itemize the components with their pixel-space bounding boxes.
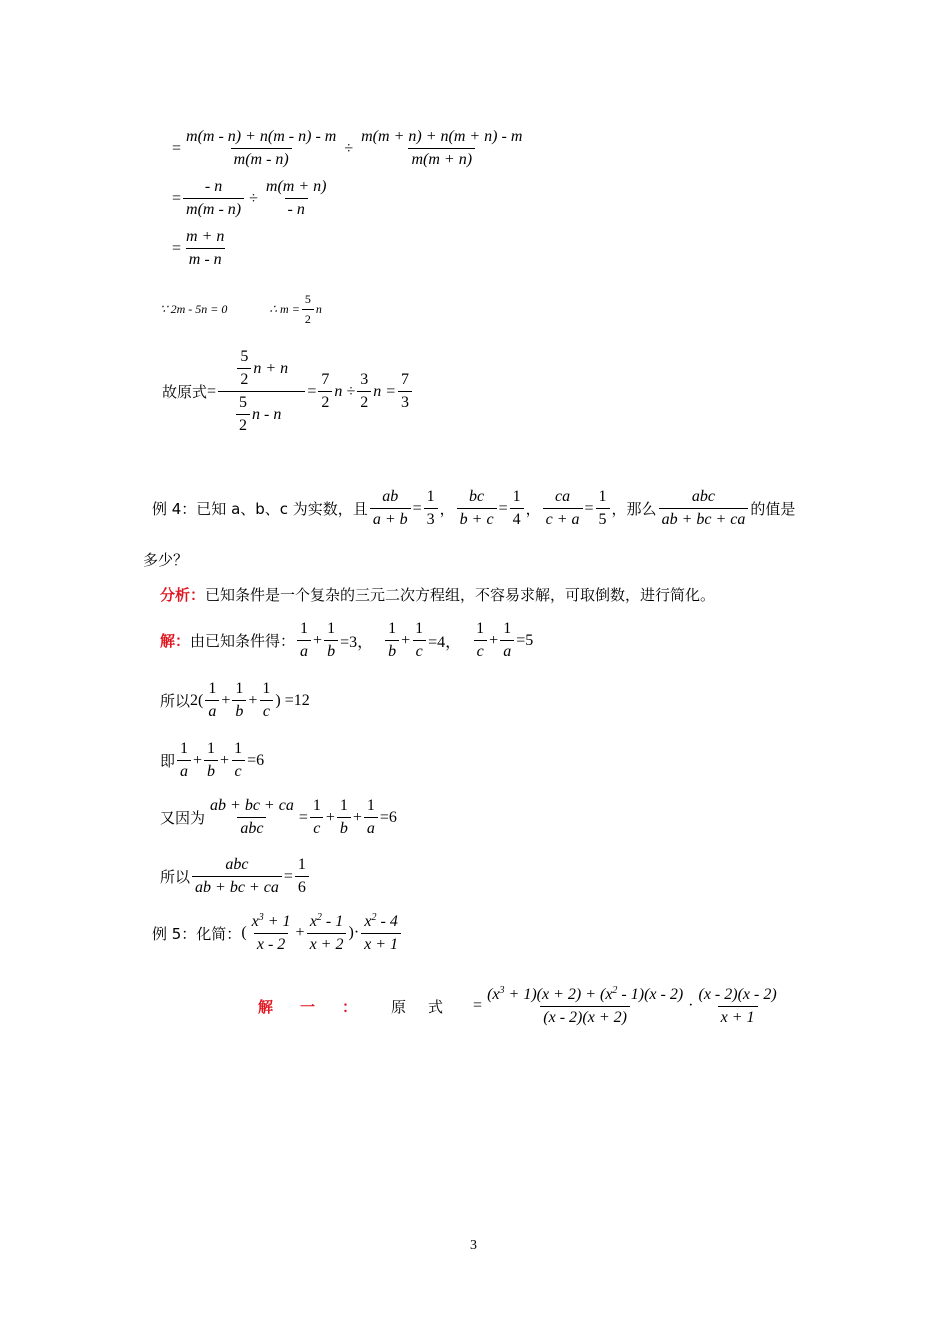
result-line — [162, 348, 414, 435]
denominator: x + 1 — [718, 1006, 758, 1027]
numerator: abc — [691, 488, 716, 505]
so-label: 所以 — [160, 692, 191, 710]
numerator: 5 — [239, 394, 248, 411]
eq-sign: = — [298, 808, 308, 826]
yuan-char: 原 — [391, 997, 407, 1016]
numerator: - n — [204, 178, 223, 195]
base: x — [309, 913, 317, 930]
eq-sign: = — [172, 139, 182, 157]
plus-sign: + — [295, 924, 305, 941]
fraction — [473, 620, 487, 661]
numerator: m + n — [186, 228, 225, 245]
tail-text: 的值是 — [750, 500, 796, 518]
example4-line2: 多少？ — [143, 551, 189, 569]
fraction — [236, 394, 250, 435]
fraction — [237, 348, 251, 389]
fraction — [207, 797, 297, 838]
denominator: b — [385, 640, 399, 661]
fraction — [510, 488, 524, 529]
solution-label: 解： — [160, 632, 191, 650]
plus-sign: + — [248, 691, 258, 709]
fraction — [500, 620, 514, 661]
divide-sign: ÷ — [344, 139, 354, 157]
exponent: 2 — [612, 985, 618, 996]
fraction — [696, 986, 780, 1027]
separator: ， — [525, 500, 541, 518]
numerator — [249, 912, 294, 933]
fraction — [412, 620, 426, 661]
youyin-label: 又因为 — [160, 809, 206, 827]
numerator — [361, 912, 400, 933]
denominator: c + a — [543, 508, 583, 529]
plus-sign: + — [220, 751, 230, 769]
fraction — [183, 178, 244, 219]
fraction — [183, 228, 227, 269]
numerator: 1 — [207, 740, 216, 757]
fraction — [302, 292, 314, 327]
numerator: ab + bc + ca — [210, 797, 294, 814]
fraction — [385, 620, 399, 661]
eq-sign: = — [283, 867, 293, 885]
fraction — [232, 680, 246, 721]
denominator: m(m + n) — [408, 148, 475, 169]
denominator: b — [337, 817, 351, 838]
denominator: a + b — [370, 508, 411, 529]
denominator: - n — [285, 198, 308, 219]
fraction — [249, 912, 294, 954]
numerator: 1 — [297, 856, 306, 873]
dot-operator: · — [353, 924, 360, 941]
dot-operator: · — [688, 997, 694, 1014]
denominator: c — [474, 640, 487, 661]
fraction — [398, 371, 412, 412]
fraction — [259, 680, 273, 721]
paren-open: ( — [241, 924, 247, 941]
numerator: 5 — [240, 348, 249, 365]
fraction — [204, 740, 218, 781]
numerator: 1 — [327, 620, 336, 637]
analysis-text: 已知条件是一个复杂的三元二次方程组，不容易求解，可取倒数，进行简化。 — [205, 586, 716, 604]
numerator: 1 — [476, 620, 485, 637]
numerator: m(m + n) — [265, 178, 327, 195]
numerator: 1 — [312, 797, 321, 814]
numerator: m(m - n) + n(m - n) - m — [186, 128, 337, 145]
then-text: ，那么 — [611, 500, 657, 518]
exponent: 3 — [258, 912, 264, 923]
fraction — [370, 488, 411, 529]
eq-sign: = — [473, 997, 483, 1014]
denominator: x - 2 — [254, 933, 288, 954]
denominator: c — [310, 817, 323, 838]
denominator: a — [364, 817, 378, 838]
result-label: 故原式 — [162, 383, 208, 401]
numerator: 3 — [360, 371, 369, 388]
numerator: 1 — [262, 680, 271, 697]
fraction — [364, 797, 378, 838]
denominator: 2 — [236, 414, 250, 435]
so-label: 所以 — [160, 868, 191, 886]
denominator: a — [297, 640, 311, 661]
eq-sign: = — [207, 382, 217, 400]
step3-line — [172, 228, 229, 269]
fraction — [424, 488, 438, 529]
term: + 1)(x + 2) + (x — [508, 986, 613, 1003]
denominator: b — [324, 640, 338, 661]
suffix: =6 — [247, 751, 265, 769]
numerator: 1 — [300, 620, 309, 637]
because-statement: ∵ 2m - 5n = 0 — [160, 302, 228, 316]
numerator: 7 — [321, 371, 330, 388]
denominator-tail: n - n — [252, 405, 282, 423]
numerator: 1 — [598, 488, 607, 505]
denominator: c — [413, 640, 426, 661]
numerator — [484, 985, 686, 1006]
numerator: ca — [555, 488, 571, 505]
denominator: 2 — [302, 309, 314, 327]
numerator: 1 — [339, 797, 348, 814]
denominator: a — [205, 700, 219, 721]
page-number: 3 — [470, 1238, 477, 1253]
numerator — [232, 348, 291, 391]
numerator: 1 — [366, 797, 375, 814]
solution-line — [160, 620, 533, 661]
analysis-label: 分析： — [160, 586, 206, 604]
term: - 1)(x - 2) — [621, 986, 684, 1003]
numerator: m(m + n) + n(m + n) - m — [361, 128, 523, 145]
denominator: a — [177, 760, 191, 781]
fraction — [295, 856, 309, 897]
fraction — [457, 488, 497, 529]
denominator: 2 — [357, 391, 371, 412]
exponent: 2 — [371, 912, 377, 923]
numerator: abc — [225, 856, 249, 873]
ji-label: 即 — [160, 752, 176, 770]
denominator: m - n — [186, 248, 225, 269]
paren-close: ) — [348, 924, 354, 941]
numerator: 1 — [235, 680, 244, 697]
compound-fraction — [218, 348, 305, 435]
fraction — [596, 488, 610, 529]
numerator: 1 — [388, 620, 397, 637]
fraction — [337, 797, 351, 838]
denominator: b — [204, 760, 218, 781]
fraction — [310, 797, 324, 838]
numerator: 1 — [208, 680, 217, 697]
base: x — [251, 913, 259, 930]
denominator: a — [500, 640, 514, 661]
denominator — [218, 391, 305, 435]
denominator: 3 — [424, 508, 438, 529]
divide-sign: ÷ — [249, 189, 258, 207]
term: n ÷ — [334, 382, 356, 400]
fraction — [357, 371, 371, 412]
solution-text: 由已知条件得： — [190, 632, 296, 650]
numerator: 1 — [503, 620, 512, 637]
so2-line — [160, 856, 311, 897]
variable: n — [315, 302, 322, 316]
equals-3: =3， — [340, 634, 374, 651]
eq-sign: = — [584, 499, 594, 517]
prefix: 2( — [190, 691, 204, 709]
plus-sign: + — [401, 631, 411, 649]
youyin-line — [160, 797, 397, 838]
numerator — [307, 912, 346, 933]
denominator: m(m - n) — [183, 198, 244, 219]
numerator-tail: n + n — [253, 359, 289, 377]
fraction — [659, 488, 749, 529]
fraction — [324, 620, 338, 661]
solution1-line — [258, 985, 782, 1027]
denominator: 4 — [510, 508, 524, 529]
denominator: ab + bc + ca — [659, 508, 749, 529]
separator: ， — [439, 500, 455, 518]
denominator: x + 1 — [361, 933, 401, 954]
plus-sign: + — [313, 631, 323, 649]
denominator: abc — [237, 817, 266, 838]
numerator: bc — [469, 488, 485, 505]
base: x — [364, 913, 372, 930]
plus-sign: + — [352, 808, 362, 826]
denominator: b + c — [457, 508, 497, 529]
fraction — [484, 985, 686, 1027]
denominator: ab + bc + ca — [192, 876, 282, 897]
denominator: 6 — [295, 876, 309, 897]
analysis-line — [160, 584, 715, 605]
fraction — [205, 680, 219, 721]
fraction — [192, 856, 282, 897]
eq-sign: = — [412, 499, 422, 517]
plus-sign: + — [489, 631, 499, 649]
term: (x — [487, 986, 500, 1003]
so1-line — [160, 680, 310, 721]
fraction — [177, 740, 191, 781]
example5-intro: 例 5：化简： — [152, 924, 242, 943]
eq-sign: = — [498, 499, 508, 517]
denominator: 3 — [398, 391, 412, 412]
denominator: c — [232, 760, 245, 781]
tail: - 4 — [380, 913, 398, 930]
numerator: 1 — [415, 620, 424, 637]
denominator: c — [260, 700, 273, 721]
numerator: 7 — [400, 371, 409, 388]
denominator: 5 — [596, 508, 610, 529]
step2-line — [172, 178, 331, 219]
denominator: 2 — [318, 391, 332, 412]
equals-5: =5 — [516, 631, 534, 649]
example4-line — [152, 488, 795, 529]
example4-intro: 例 4：已知 a、b、c 为实数，且 — [152, 500, 368, 518]
tail: - 1 — [325, 913, 344, 930]
suffix: ) =12 — [275, 691, 310, 709]
fraction — [263, 178, 330, 219]
fraction — [318, 371, 332, 412]
plus-sign: + — [193, 751, 203, 769]
denominator: x + 2 — [307, 933, 347, 954]
example5-line — [152, 912, 403, 954]
denominator: m(m - n) — [231, 148, 292, 169]
exponent: 3 — [499, 985, 505, 996]
numerator: (x - 2)(x - 2) — [698, 985, 777, 1003]
fraction — [361, 912, 401, 954]
condition-line — [160, 292, 322, 327]
solution1-label: 解 一 ： — [258, 997, 364, 1016]
eq-sign: = — [172, 239, 182, 257]
plus-sign: + — [221, 691, 231, 709]
term: n = — [373, 382, 396, 400]
therefore-statement: ∴ m = — [269, 302, 300, 316]
fraction — [183, 128, 339, 169]
plus-sign: + — [325, 808, 335, 826]
ji-line — [160, 740, 264, 781]
tail: + 1 — [267, 913, 291, 930]
fraction — [231, 740, 245, 781]
numerator: 1 — [234, 740, 243, 757]
step1-line — [172, 128, 527, 169]
denominator: 2 — [237, 368, 251, 389]
numerator: 1 — [426, 488, 435, 505]
numerator: 1 — [512, 488, 521, 505]
fraction — [307, 912, 347, 954]
denominator: (x - 2)(x + 2) — [540, 1006, 630, 1027]
fraction — [297, 620, 311, 661]
exponent: 2 — [316, 912, 322, 923]
suffix: =6 — [379, 808, 397, 826]
fraction — [358, 128, 525, 169]
eq-sign: = — [307, 382, 317, 400]
numerator: ab — [382, 488, 399, 505]
numerator: 5 — [304, 292, 311, 306]
shi-char: 式 — [428, 997, 444, 1016]
fraction — [543, 488, 583, 529]
equals-4: =4， — [428, 634, 462, 651]
numerator: 1 — [180, 740, 189, 757]
eq-sign: = — [172, 189, 182, 207]
denominator: b — [232, 700, 246, 721]
